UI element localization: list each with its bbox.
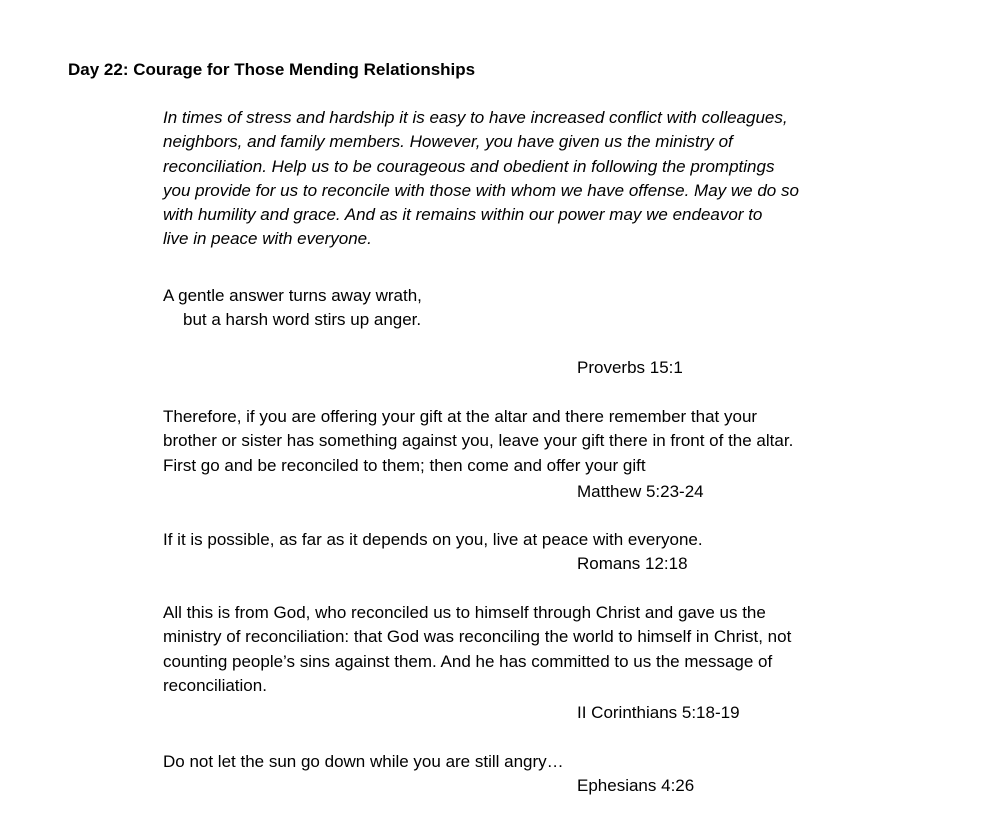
verse-line: A gentle answer turns away wrath, (163, 286, 422, 305)
verse-reference: Matthew 5:23-24 (577, 482, 704, 501)
prayer-paragraph (163, 106, 953, 252)
verse-matthew (163, 405, 953, 478)
verse-line: First go and be reconciled to them; then come and offer your gift (163, 455, 646, 475)
verse-line: but a harsh word stirs up anger. (183, 310, 422, 330)
verse-line: Do not let the sun go down while you are still angry… (163, 752, 564, 771)
verse-line: Therefore, if you are offering your gift at the altar and there remember that your (163, 407, 758, 426)
page-title: Day 22: Courage for Those Mending Relationships (68, 60, 476, 79)
verse-line: All this is from God, who reconciled us to himself through Christ and gave us the (163, 603, 766, 622)
verse-reference: Proverbs 15:1 (577, 358, 683, 377)
verse-line: ministry of reconciliation: that God was reconciling the world to himself in Christ, not (163, 627, 792, 647)
prayer-line: reconciliation. Help us to be courageous and obedient in following the promptings (163, 156, 775, 176)
verse-corinthians (163, 601, 953, 698)
verse-reference: Ephesians 4:26 (577, 776, 695, 795)
verse-line: counting people’s sins against them. And he has committed to us the message of (163, 651, 773, 671)
prayer-line: with humility and grace. And as it remains within our power may we endeavor to (163, 205, 763, 225)
verse-reference: II Corinthians 5:18-19 (577, 703, 740, 722)
verse-ephesians (163, 750, 953, 774)
verse-line: reconciliation. (163, 675, 267, 695)
verse-line: brother or sister has something against you, leave your gift there in front of the altar. (163, 431, 794, 451)
prayer-line: you provide for us to reconcile with those with whom we have offense. May we do so (163, 180, 799, 200)
verse-proverbs (163, 284, 953, 333)
verse-reference: Romans 12:18 (577, 554, 688, 573)
prayer-line: In times of stress and hardship it is easy to have increased conflict with colleagues, (163, 108, 788, 127)
verse-romans (163, 528, 953, 552)
verse-line: If it is possible, as far as it depends on you, live at peace with everyone. (163, 530, 703, 549)
prayer-line: neighbors, and family members. However, you have given us the ministry of (163, 132, 733, 152)
prayer-line: live in peace with everyone. (163, 229, 372, 249)
